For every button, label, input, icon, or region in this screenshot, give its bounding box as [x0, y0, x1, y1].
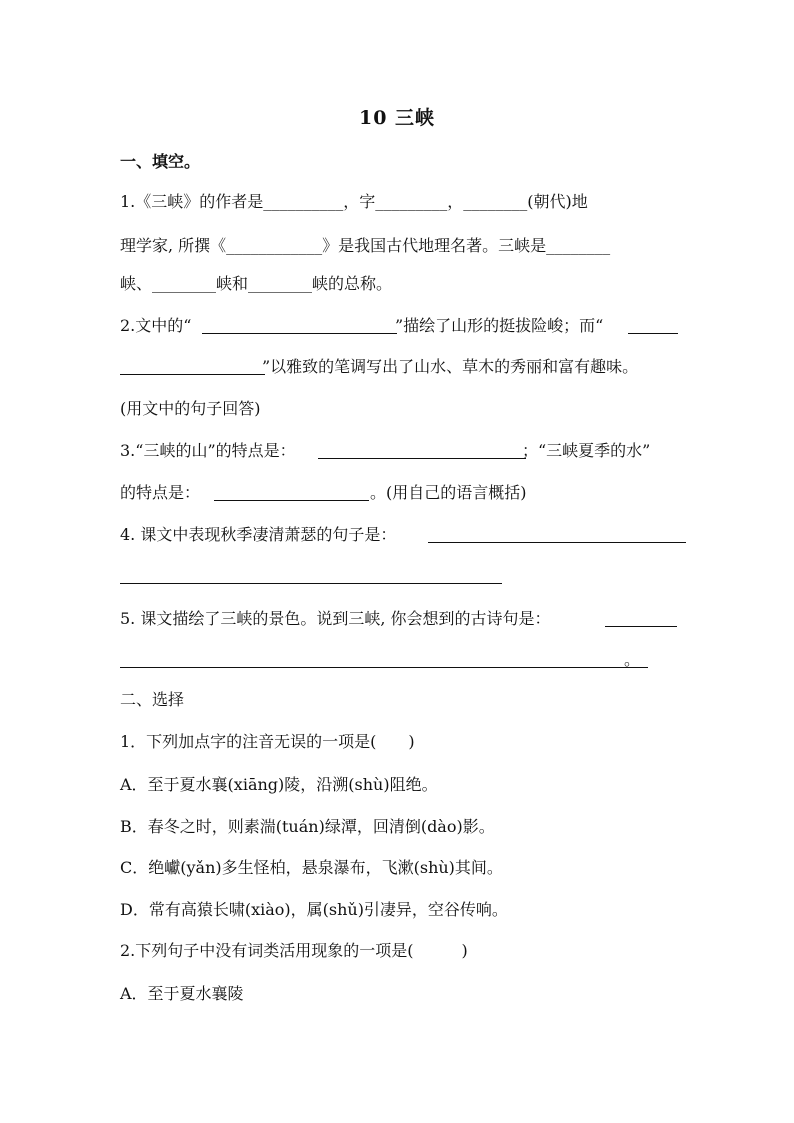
q2-line2-b: ”以雅致的笔调写出了山水、草木的秀丽和富有趣味。: [262, 357, 639, 376]
q5-blank-1[interactable]: [605, 626, 677, 627]
q2-blank-2b[interactable]: [120, 374, 265, 375]
q1-line1: 1.《三峡》的作者是__________，字_________，________(朝代)地: [120, 192, 588, 211]
q3-blank-1[interactable]: [318, 458, 526, 459]
q3-line2-b: 。(用自己的语言概括): [370, 483, 527, 502]
q5-blank-2[interactable]: [120, 667, 648, 668]
s2-q1-option-a[interactable]: A．至于夏水襄(xiāng)陵，沿溯(shù)阻绝。: [120, 775, 438, 794]
section2-heading: 二、选择: [120, 690, 185, 709]
q3-line1-b: ；“三峡夏季的水”: [522, 441, 651, 460]
q2-line1-b: ”描绘了山形的挺拔险峻；而“: [395, 316, 604, 335]
q5-line1: 5. 课文描绘了三峡的景色。说到三峡, 你会想到的古诗句是：: [120, 609, 551, 628]
q3-line2-a: 的特点是：: [120, 483, 201, 502]
q2-blank-1[interactable]: [202, 333, 397, 334]
q2-line3: (用文中的句子回答): [120, 399, 261, 418]
q3-blank-2[interactable]: [214, 500, 369, 501]
q2-line1-a: 2.文中的“: [120, 316, 192, 335]
section1-heading: 一、填空。: [120, 152, 201, 171]
s2-q1-stem: 1．下列加点字的注音无误的一项是( ): [120, 732, 415, 751]
s2-q1-option-c[interactable]: C．绝巘(yǎn)多生怪柏，悬泉瀑布，飞漱(shù)其间。: [120, 858, 503, 877]
q4-line1: 4. 课文中表现秋季凄清萧瑟的句子是：: [120, 525, 397, 544]
q5-line2-end: 。: [624, 650, 641, 669]
q2-blank-2a[interactable]: [628, 333, 678, 334]
q1-line3: 峡、________峡和________峡的总称。: [120, 274, 393, 293]
page-title: 10 三峡: [358, 107, 436, 129]
q3-line1-a: 3.“三峡的山”的特点是：: [120, 441, 296, 460]
s2-q1-option-b[interactable]: B．春冬之时，则素湍(tuán)绿潭，回清倒(dào)影。: [120, 817, 495, 836]
s2-q2-stem: 2.下列句子中没有词类活用现象的一项是( ): [120, 941, 468, 960]
q4-blank-1[interactable]: [428, 542, 686, 543]
s2-q1-option-d[interactable]: D．常有高猿长啸(xiào)，属(shǔ)引凄异，空谷传响。: [120, 900, 508, 919]
s2-q2-option-a[interactable]: A．至于夏水襄陵: [120, 984, 244, 1003]
q4-blank-2[interactable]: [120, 583, 502, 584]
q1-line2: 理学家, 所撰《____________》是我国古代地理名著。三峡是________: [120, 236, 611, 255]
